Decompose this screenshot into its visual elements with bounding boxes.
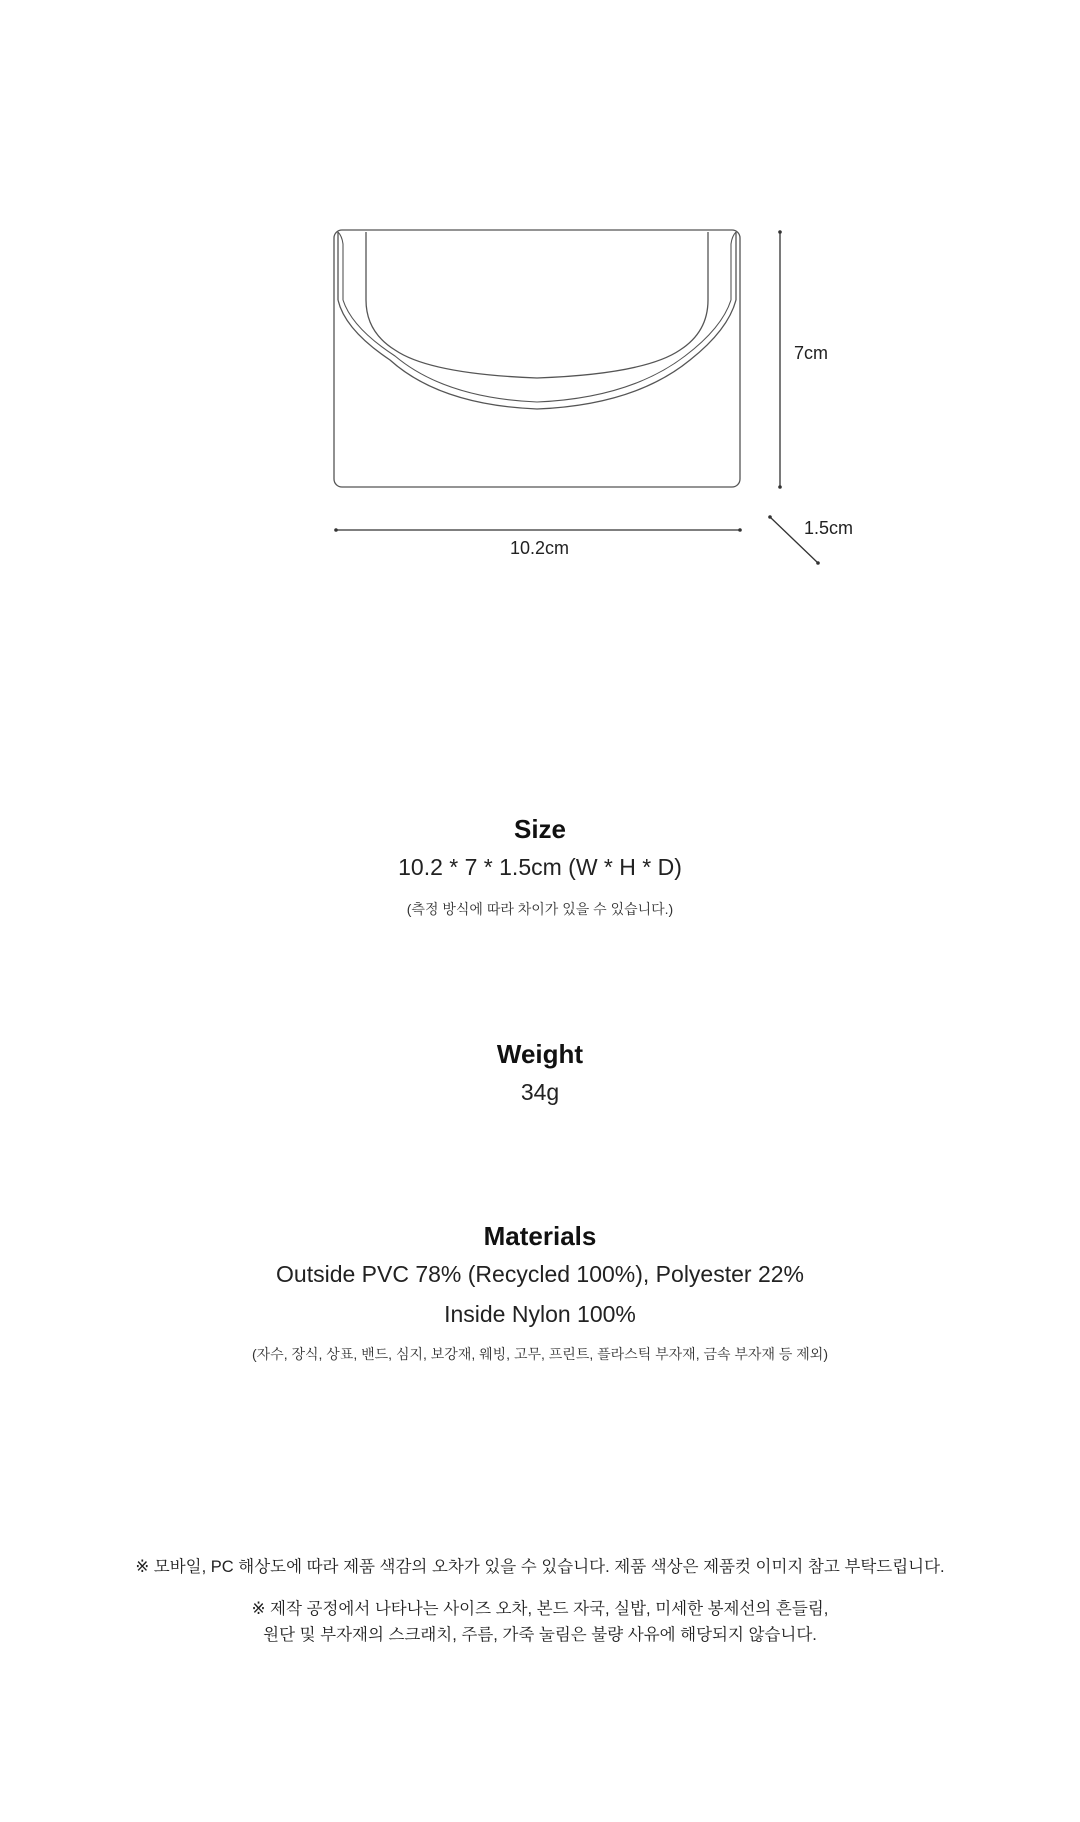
- weight-section: [0, 1038, 1080, 1112]
- materials-title: Materials: [483, 1221, 597, 1251]
- depth-dimension-top-dot: [768, 515, 772, 519]
- wallet-body-outline: [334, 230, 740, 487]
- materials-outside: Outside PVC 78% (Recycled 100%), Polyester 22%: [276, 1261, 804, 1287]
- wallet-flap-band-middle: [343, 300, 731, 402]
- materials-note: (자수, 장식, 상표, 밴드, 심지, 보강재, 웨빙, 고무, 프린트, 플라스틱 부자재, 금속 부자재 등 제외): [251, 1346, 828, 1362]
- footer-defect-notice-2: 원단 및 부자재의 스크래치, 주름, 가죽 눌림은 불량 사유에 해당되지 않습니다.: [263, 1626, 817, 1644]
- wallet-flap-outer: [338, 300, 736, 409]
- weight-title: Weight: [496, 1039, 584, 1069]
- height-dimension-bottom-dot: [778, 485, 782, 489]
- weight-value: 34g: [520, 1079, 560, 1105]
- wallet-top-corner-left: [338, 232, 343, 300]
- size-section: [0, 813, 1080, 919]
- width-label: 10.2cm: [510, 538, 570, 558]
- wallet-top-corner-right: [731, 232, 736, 300]
- depth-label: 1.5cm: [804, 518, 854, 538]
- size-note: (측정 방식에 따라 차이가 있을 수 있습니다.): [406, 901, 674, 917]
- footer-defect-notice-1: ※ 제작 공정에서 나타나는 사이즈 오차, 본드 자국, 실밥, 미세한 봉제선의 흔들림,: [251, 1600, 829, 1618]
- height-dimension-top-dot: [778, 230, 782, 234]
- materials-inside: Inside Nylon 100%: [444, 1301, 636, 1327]
- wallet-inner-u: [366, 232, 708, 378]
- product-dimension-diagram: [0, 0, 1080, 620]
- depth-dimension-bottom-dot: [816, 561, 820, 565]
- width-dimension-right-dot: [738, 528, 742, 532]
- wallet-line-drawing: [0, 0, 1080, 620]
- footer-color-notice: ※ 모바일, PC 해상도에 따라 제품 색감의 오차가 있을 수 있습니다. 제품 색상은 제품컷 이미지 참고 부탁드립니다.: [135, 1558, 945, 1576]
- height-label: 7cm: [794, 343, 829, 363]
- size-value: 10.2 * 7 * 1.5cm (W * H * D): [398, 854, 682, 880]
- materials-section: [0, 1220, 1080, 1364]
- width-dimension-left-dot: [334, 528, 338, 532]
- footer-notice: [0, 1554, 1080, 1648]
- size-title: Size: [513, 814, 567, 844]
